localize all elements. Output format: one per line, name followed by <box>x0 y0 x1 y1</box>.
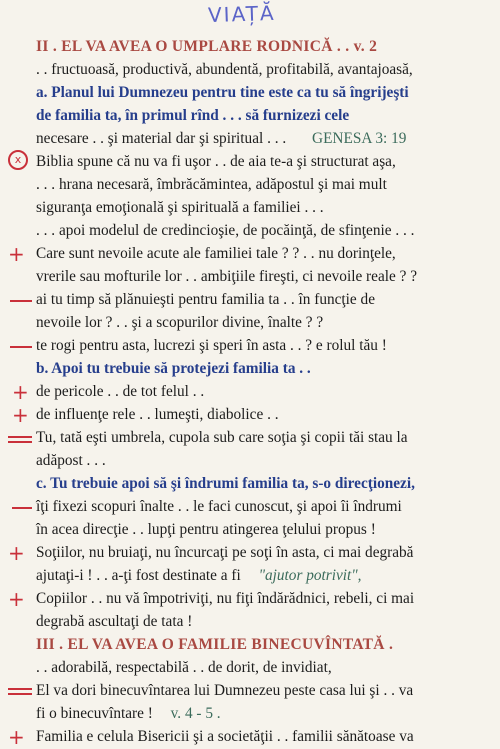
text-line: El va dori binecuvîntarea lui Dumnezeu peste casa lui şi . . va <box>36 682 414 699</box>
subheading-c: c. Tu trebuie apoi să şi îndrumi familia ta, s-o direcţionezi, <box>36 475 415 492</box>
text-line: de influenţe rele . . lumeşti, diabolice . . <box>36 406 279 423</box>
quote-text: "ajutor potrivit", <box>258 567 362 584</box>
text-line: vrerile sau mofturile lor . . ambiţiile fireşti, ci nevoile reale ? ? <box>36 268 417 285</box>
bible-reference: v. 4 - 5 . <box>170 705 221 722</box>
text-span: fi o binecuvîntare ! <box>36 705 153 722</box>
section-heading-3: III . EL VA AVEA O FAMILIE BINECUVÎNTATĂ . <box>36 636 394 653</box>
text-line: ai tu timp să plănuieşti pentru familia ta . . în funcţie de <box>36 291 375 308</box>
dash-mark <box>10 346 32 348</box>
text-line: Familia e celula Bisericii şi a societăţii . . familii sănătoase va <box>36 728 414 745</box>
text-line: nevoile lor ? . . şi a scopurilor divine, înalte ? ? <box>36 314 324 331</box>
text-line <box>36 128 492 150</box>
text-span: necesare . . şi material dar şi spiritual . . . <box>36 130 287 147</box>
dash-mark <box>8 436 32 438</box>
text-line: îţi fixezi scopuri înalte . . le faci cunoscut, şi apoi îi îndrumi <box>36 498 402 515</box>
dash-mark <box>12 507 32 509</box>
text-line: Care sunt nevoile acute ale familiei tale ? ? . . nu dorinţele, <box>36 245 396 262</box>
text-line: te rogi pentru asta, lucrezi şi speri în asta . . ? e rolul tău ! <box>36 337 387 354</box>
text-line: . . fructuoasă, productivă, abundentă, profitabilă, avantajoasă, <box>36 61 413 78</box>
dash-mark <box>8 693 32 695</box>
dash-mark <box>8 441 32 443</box>
text-line: Biblia spune că nu va fi uşor . . de aia te-a şi structurat aşa, <box>36 153 396 170</box>
plus-mark: + <box>8 725 25 749</box>
text-line <box>36 703 492 725</box>
subheading-a: a. Planul lui Dumnezeu pentru tine este ca tu să îngrijeşti <box>36 84 409 101</box>
text-line: . . adorabilă, respectabilă . . de dorit, de invidiat, <box>36 659 332 676</box>
text-line: degrabă ascultaţi de tata ! <box>36 613 193 630</box>
section-heading-2: II . EL VA AVEA O UMPLARE RODNICĂ . . v. 2 <box>36 38 378 55</box>
text-line: Soţiilor, nu bruiaţi, nu încurcaţi pe soţi în asta, ci mai degrabă <box>36 544 414 561</box>
text-line: . . . hrana necesară, îmbrăcămintea, adăpostul şi mai mult <box>36 176 387 193</box>
subheading-a-cont: de familia ta, în primul rînd . . . să furnizezi cele <box>36 107 350 124</box>
text-line: în acea direcţie . . lupţi pentru atingerea ţelului propus ! <box>36 521 376 538</box>
circled-x-mark: x <box>8 150 28 170</box>
text-line: . . . apoi modelul de credincioşie, de pocăinţă, de sfinţenie . . . <box>36 222 415 239</box>
text-span: ajutaţi-i ! . . a-ţi fost destinate a fi <box>36 567 241 584</box>
dash-mark <box>8 688 32 690</box>
text-line: Copiilor . . nu vă împotriviţi, nu fiţi îndărădnici, rebeli, ci mai <box>36 590 415 607</box>
dash-mark <box>10 300 32 302</box>
handwritten-annotation: VIAȚĂ <box>207 0 277 28</box>
text-line: siguranţa emoţională şi spirituală a familiei . . . <box>36 199 324 216</box>
plus-mark: + <box>8 242 25 266</box>
plus-mark: + <box>12 403 29 427</box>
subheading-b: b. Apoi tu trebuie să protejezi familia ta . . <box>36 360 311 377</box>
bible-reference: GENESA 3: 19 <box>312 130 407 147</box>
text-line: de pericole . . de tot felul . . <box>36 383 205 400</box>
plus-mark: + <box>8 587 25 611</box>
text-line <box>36 565 492 587</box>
text-line: Tu, tată eşti umbrela, cupola sub care soţia şi copii tăi stau la <box>36 429 408 446</box>
plus-mark: + <box>12 380 29 404</box>
plus-mark: + <box>8 541 25 565</box>
text-line: adăpost . . . <box>36 452 106 469</box>
